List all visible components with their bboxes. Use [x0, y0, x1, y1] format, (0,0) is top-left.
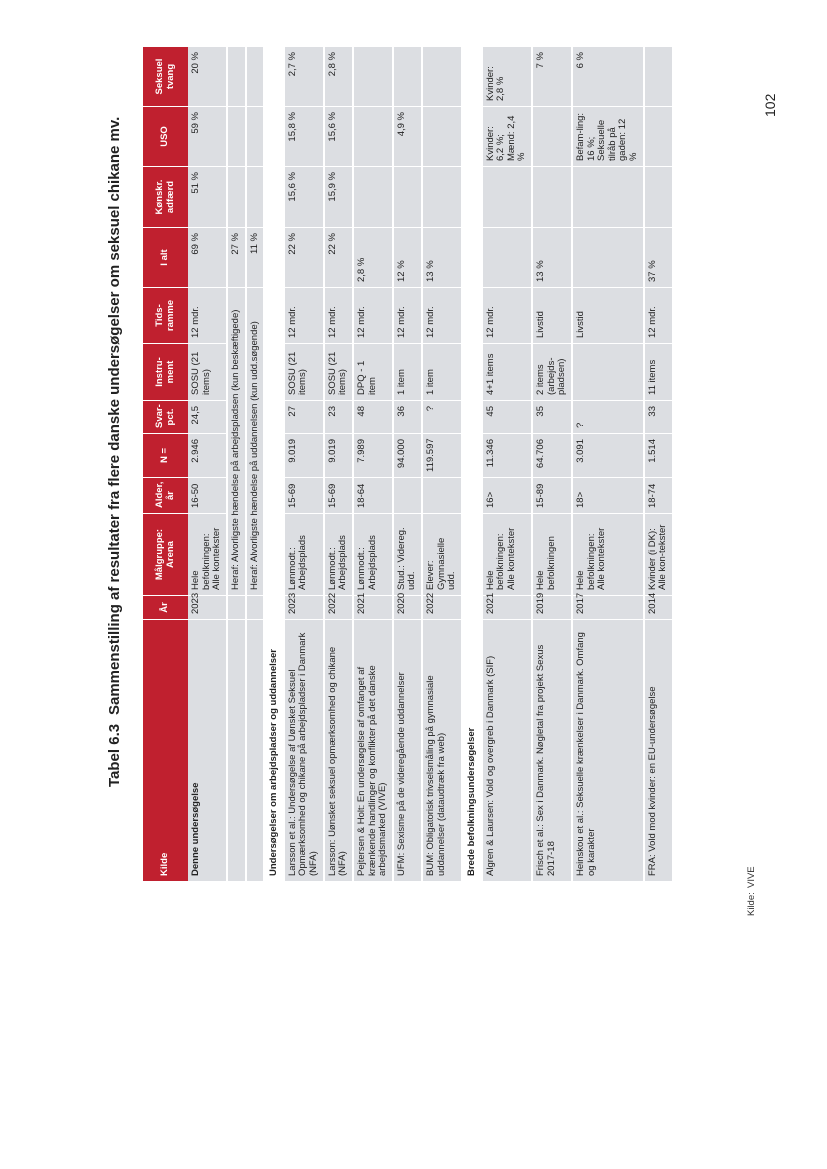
cell-instr: SOSU (21 items) — [188, 343, 228, 400]
cell-seks — [394, 46, 423, 106]
cell-tids: 12 mdr. — [394, 287, 423, 343]
cell-uso: 15,6 % — [325, 106, 354, 166]
cell-maal: Hele befolkningen: Alle kontekster — [188, 513, 228, 595]
cell-alder — [394, 477, 423, 513]
table-title — [106, 117, 123, 787]
section-title: Undersøgelser om arbejdspladser og uddannelser — [265, 46, 285, 881]
cell-aar: 2019 — [533, 595, 573, 619]
header-kilde: Kilde — [143, 619, 188, 881]
cell-n: 1.514 — [645, 433, 674, 477]
cell-aar: 2017 — [573, 595, 645, 619]
cell-kon: 51 % — [188, 166, 228, 227]
cell-aar — [228, 595, 247, 619]
cell-svar: 23 — [325, 400, 354, 433]
cell-aar: 2020 — [394, 595, 423, 619]
cell-instr — [573, 343, 645, 400]
cell-heraf: Heraf: Alvorligste hændelse på uddannelsen (kun udd.søgende) — [247, 287, 266, 595]
table-row — [228, 46, 247, 881]
header-svar: Svar-pct. — [143, 400, 188, 433]
cell-uso — [533, 106, 573, 166]
header-instrument: Instru-ment — [143, 343, 188, 400]
header-aar: År — [143, 595, 188, 619]
cell-maal: Kvinder (i DK): Alle kon-tekster — [645, 513, 674, 595]
cell-tids: Livstid — [533, 287, 573, 343]
cell-alder: 16-50 — [188, 477, 228, 513]
cell-ialt: 13 % — [533, 227, 573, 287]
cell-kon — [423, 166, 463, 227]
cell-alder: 16> — [483, 477, 534, 513]
cell-svar: 27 — [285, 400, 325, 433]
page-number: 102 — [762, 93, 778, 117]
table-header-row — [143, 46, 188, 881]
cell-ialt: 12 % — [394, 227, 423, 287]
cell-tids: 12 mdr. — [483, 287, 534, 343]
cell-alder: 15-69 — [325, 477, 354, 513]
cell-maal: Lønmodt.: Arbejdsplads — [325, 513, 354, 595]
cell-kon — [533, 166, 573, 227]
cell-kon — [394, 166, 423, 227]
cell-ialt — [573, 227, 645, 287]
table-row — [573, 46, 645, 881]
table-row — [645, 46, 674, 881]
cell-uso: 59 % — [188, 106, 228, 166]
cell-tids: 12 mdr. — [423, 287, 463, 343]
cell-svar: ? — [573, 400, 645, 433]
cell-uso — [247, 106, 266, 166]
cell-uso: Befam-ling: 16 %; Seksuelle tilråb på gaden: 12 % — [573, 106, 645, 166]
cell-kon — [483, 166, 534, 227]
cell-aar: 2014 — [645, 595, 674, 619]
cell-uso — [645, 106, 674, 166]
source-note — [746, 866, 757, 916]
source-label: Kilde: — [746, 892, 757, 916]
cell-kon — [573, 166, 645, 227]
table-row — [394, 46, 423, 881]
cell-seks — [354, 46, 394, 106]
cell-instr: 2 items (arbejds-pladsen) — [533, 343, 573, 400]
header-uso: USO — [143, 106, 188, 166]
cell-uso — [423, 106, 463, 166]
cell-svar: 24,5 — [188, 400, 228, 433]
cell-n: 119.597 — [423, 433, 463, 477]
cell-maal: Hele befolkningen — [533, 513, 573, 595]
section-title: Brede befolkningsundersøgelser — [463, 46, 483, 881]
cell-heraf: Heraf: Alvorligste hændelse på arbejdspladsen (kun beskæftigede) — [228, 287, 247, 595]
cell-ialt: 11 % — [247, 227, 266, 287]
cell-tids: 12 mdr. — [354, 287, 394, 343]
cell-aar — [247, 595, 266, 619]
cell-seks: Kvinder: 2,8 % — [483, 46, 534, 106]
table-title-text: Sammenstilling af resultater fra flere danske undersøgelser om seksuel chikane mv. — [106, 116, 123, 715]
cell-n: 64.706 — [533, 433, 573, 477]
table-row — [483, 46, 534, 881]
cell-aar: 2023 — [188, 595, 228, 619]
cell-alder: 18-64 — [354, 477, 394, 513]
cell-kilde: Frisch et al.: Sex i Danmark. Nøgletal fra projekt Sexus 2017-18 — [533, 619, 573, 881]
cell-ialt: 2,8 % — [354, 227, 394, 287]
cell-kilde: Denne undersøgelse — [188, 619, 228, 881]
cell-kilde: BUM: Obligatorisk trivselsmåling på gymnasiale uddannelser (dataudtræk fra web) — [423, 619, 463, 881]
cell-seks: 6 % — [573, 46, 645, 106]
cell-svar: 45 — [483, 400, 534, 433]
cell-seks — [228, 46, 247, 106]
cell-kon — [247, 166, 266, 227]
cell-uso: 15,8 % — [285, 106, 325, 166]
cell-maal: Lønmodt.: Arbejdsplads — [285, 513, 325, 595]
cell-svar: 33 — [645, 400, 674, 433]
cell-kilde: UFM: Sexisme på de videregående uddannelser — [394, 619, 423, 881]
cell-kilde — [247, 619, 266, 881]
cell-maal: Hele befolkningen: Alle kontekster — [483, 513, 534, 595]
cell-uso: Kvinder: 6,2 %; Mænd: 2,4 % — [483, 106, 534, 166]
results-table — [143, 46, 674, 881]
cell-aar: 2022 — [423, 595, 463, 619]
cell-kon — [354, 166, 394, 227]
cell-tids: 12 mdr. — [285, 287, 325, 343]
table-row — [188, 46, 228, 881]
cell-alder — [423, 477, 463, 513]
cell-kilde: Larsson: Uønsket seksuel opmærksomhed og chikane (NFA) — [325, 619, 354, 881]
header-tidsramme: Tids-ramme — [143, 287, 188, 343]
cell-n: 2.946 — [188, 433, 228, 477]
cell-tids: Livstid — [573, 287, 645, 343]
cell-svar: 35 — [533, 400, 573, 433]
header-seksuel: Seksuel tvang — [143, 46, 188, 106]
cell-uso — [228, 106, 247, 166]
cell-svar: 36 — [394, 400, 423, 433]
section-row — [463, 46, 483, 881]
source-value: VIVE — [746, 866, 757, 888]
header-ialt: I alt — [143, 227, 188, 287]
header-n: N = — [143, 433, 188, 477]
cell-maal: Lønmodt.: Arbejdsplads — [354, 513, 394, 595]
cell-seks: 7 % — [533, 46, 573, 106]
cell-alder: 18> — [573, 477, 645, 513]
table-row — [423, 46, 463, 881]
cell-seks — [423, 46, 463, 106]
header-maalgruppe: Målgruppe: Arena — [143, 513, 188, 595]
cell-maal: Hele befolkningen: Alle kontekster — [573, 513, 645, 595]
cell-seks: 2,8 % — [325, 46, 354, 106]
cell-instr: 11 items — [645, 343, 674, 400]
cell-seks: 2,7 % — [285, 46, 325, 106]
cell-kilde: Algren & Laursen: Vold og overgreb i Danmark (SIF) — [483, 619, 534, 881]
cell-n: 9.019 — [325, 433, 354, 477]
section-row — [265, 46, 285, 881]
table-row — [285, 46, 325, 881]
cell-instr: DPQ - 1 item — [354, 343, 394, 400]
cell-instr: 4+1 items — [483, 343, 534, 400]
cell-tids: 12 mdr. — [645, 287, 674, 343]
cell-kon: 15,9 % — [325, 166, 354, 227]
cell-seks: 20 % — [188, 46, 228, 106]
cell-svar: 48 — [354, 400, 394, 433]
cell-n: 11.346 — [483, 433, 534, 477]
cell-n: 7.989 — [354, 433, 394, 477]
cell-kilde: Pejtersen & Holt: En undersøgelse af omfanget af krænkende handlinger og konflikter på det danske arbejdsmarked (VIVE) — [354, 619, 394, 881]
header-konskr: Kønskr. adfærd — [143, 166, 188, 227]
cell-tids: 12 mdr. — [188, 287, 228, 343]
cell-n: 3.091 — [573, 433, 645, 477]
cell-kilde: FRA: Vold mod kvinder: en EU-undersøgelse — [645, 619, 674, 881]
cell-maal: Elever: Gymnasielle udd. — [423, 513, 463, 595]
cell-instr: 1 item — [423, 343, 463, 400]
cell-seks — [645, 46, 674, 106]
cell-tids: 12 mdr. — [325, 287, 354, 343]
cell-ialt: 22 % — [285, 227, 325, 287]
cell-ialt: 22 % — [325, 227, 354, 287]
cell-uso: 4,9 % — [394, 106, 423, 166]
cell-svar: ? — [423, 400, 463, 433]
cell-instr: SOSU (21 items) — [285, 343, 325, 400]
cell-ialt: 13 % — [423, 227, 463, 287]
cell-maal: Stud.: Videreg. udd. — [394, 513, 423, 595]
table-row — [354, 46, 394, 881]
cell-kilde: Heinskou et al.: Seksuelle krænkelser i Danmark. Omfang og karakter — [573, 619, 645, 881]
cell-aar: 2023 — [285, 595, 325, 619]
cell-kilde: Larsson et al.: Undersøgelse af Uønsket Seksuel Opmærksomhed og chikane på arbejdspladser i Danmark (NFA) — [285, 619, 325, 881]
cell-ialt — [483, 227, 534, 287]
cell-alder: 18-74 — [645, 477, 674, 513]
cell-ialt: 69 % — [188, 227, 228, 287]
cell-ialt: 27 % — [228, 227, 247, 287]
cell-alder: 15-89 — [533, 477, 573, 513]
cell-instr: 1 item — [394, 343, 423, 400]
cell-aar: 2021 — [354, 595, 394, 619]
cell-ialt: 37 % — [645, 227, 674, 287]
cell-aar: 2022 — [325, 595, 354, 619]
cell-kon: 15,6 % — [285, 166, 325, 227]
cell-seks — [247, 46, 266, 106]
table-number: Tabel 6.3 — [106, 723, 123, 787]
cell-kilde — [228, 619, 247, 881]
cell-n: 94.000 — [394, 433, 423, 477]
cell-kon — [228, 166, 247, 227]
cell-uso — [354, 106, 394, 166]
cell-alder: 15-69 — [285, 477, 325, 513]
cell-n: 9.019 — [285, 433, 325, 477]
table-row — [247, 46, 266, 881]
cell-instr: SOSU (21 items) — [325, 343, 354, 400]
table-row — [325, 46, 354, 881]
header-alder: Alder, år — [143, 477, 188, 513]
cell-kon — [645, 166, 674, 227]
cell-aar: 2021 — [483, 595, 534, 619]
table-row — [533, 46, 573, 881]
